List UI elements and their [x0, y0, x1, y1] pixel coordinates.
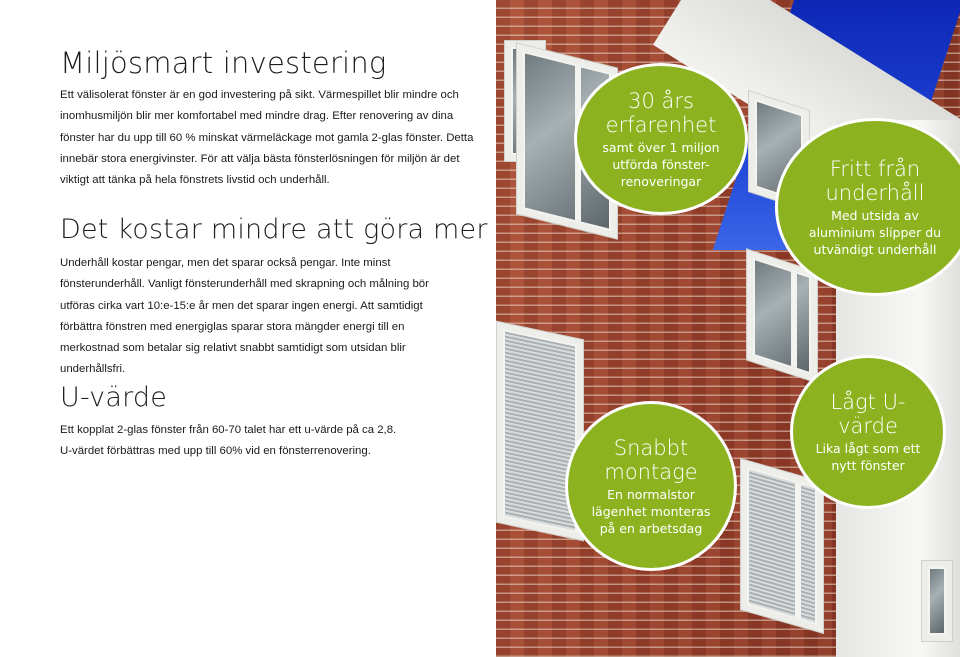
badge-text: samt över 1 miljon utförda fönster-renoveringar: [602, 139, 720, 189]
kostar-paragraph: Underhåll kostar pengar, men det sparar också pengar. Inte minst fönsterunderhåll. Vanligt fönsterunderhåll med skrapning och målning bör utföras cirka vart 10:e-15:e år men det sparar ingen energi. Att samtidigt förbättra fönstren med energiglas sparar stora mängder energi till en merkostnad som betalar sig relativt snabbt samtidigt som utsidan blir underhållsfri.: [60, 257, 429, 376]
u-varde-line-2: U-värdet förbättras med upp till 60% vid en fönsterrenovering.: [60, 445, 371, 458]
u-varde-paragraph: [60, 420, 480, 463]
badge-lagt-u-varde: [790, 355, 946, 509]
badge-text: Med utsida av aluminium slipper du utvändigt underhåll: [808, 207, 942, 257]
page-title: Miljösmart investering: [60, 46, 387, 80]
intro-paragraph: Ett välisolerat fönster är en god investering på sikt. Värmespillet blir mindre och inomhusmiljön blir mer komfortabel med mindre drag. Efter renovering av dina fönster har du upp till 60 % minskat värmeläckage mot gamla 2-glas fönster. Detta innebär stora energivinster. För att välja bästa fönsterlösningen för miljön är det viktigt att tänka på hela fönstrets livstid och underhåll.: [60, 89, 474, 187]
window: [921, 560, 953, 642]
badge-title: Snabbt montage: [604, 435, 698, 484]
badge-30-ars-erfarenhet: [574, 63, 748, 215]
badge-title: Fritt från underhåll: [825, 156, 925, 205]
u-varde-line-1: Ett kopplat 2-glas fönster från 60-70 talet har ett u-värde på ca 2,8.: [60, 424, 397, 436]
badge-title: 30 års erfarenhet: [605, 88, 717, 137]
badge-title: Lågt U-värde: [830, 390, 906, 438]
badge-text: Lika lågt som ett nytt fönster: [815, 441, 921, 473]
section-heading-u-varde: U-värde: [60, 382, 168, 413]
badge-fritt-fran-underhall: [775, 118, 960, 296]
section-heading-kostar: Det kostar mindre att göra mer: [60, 214, 488, 245]
badge-snabbt-montage: [565, 401, 737, 571]
badge-text: En normalstor lägenhet monteras på en arbetsdag: [591, 486, 711, 536]
